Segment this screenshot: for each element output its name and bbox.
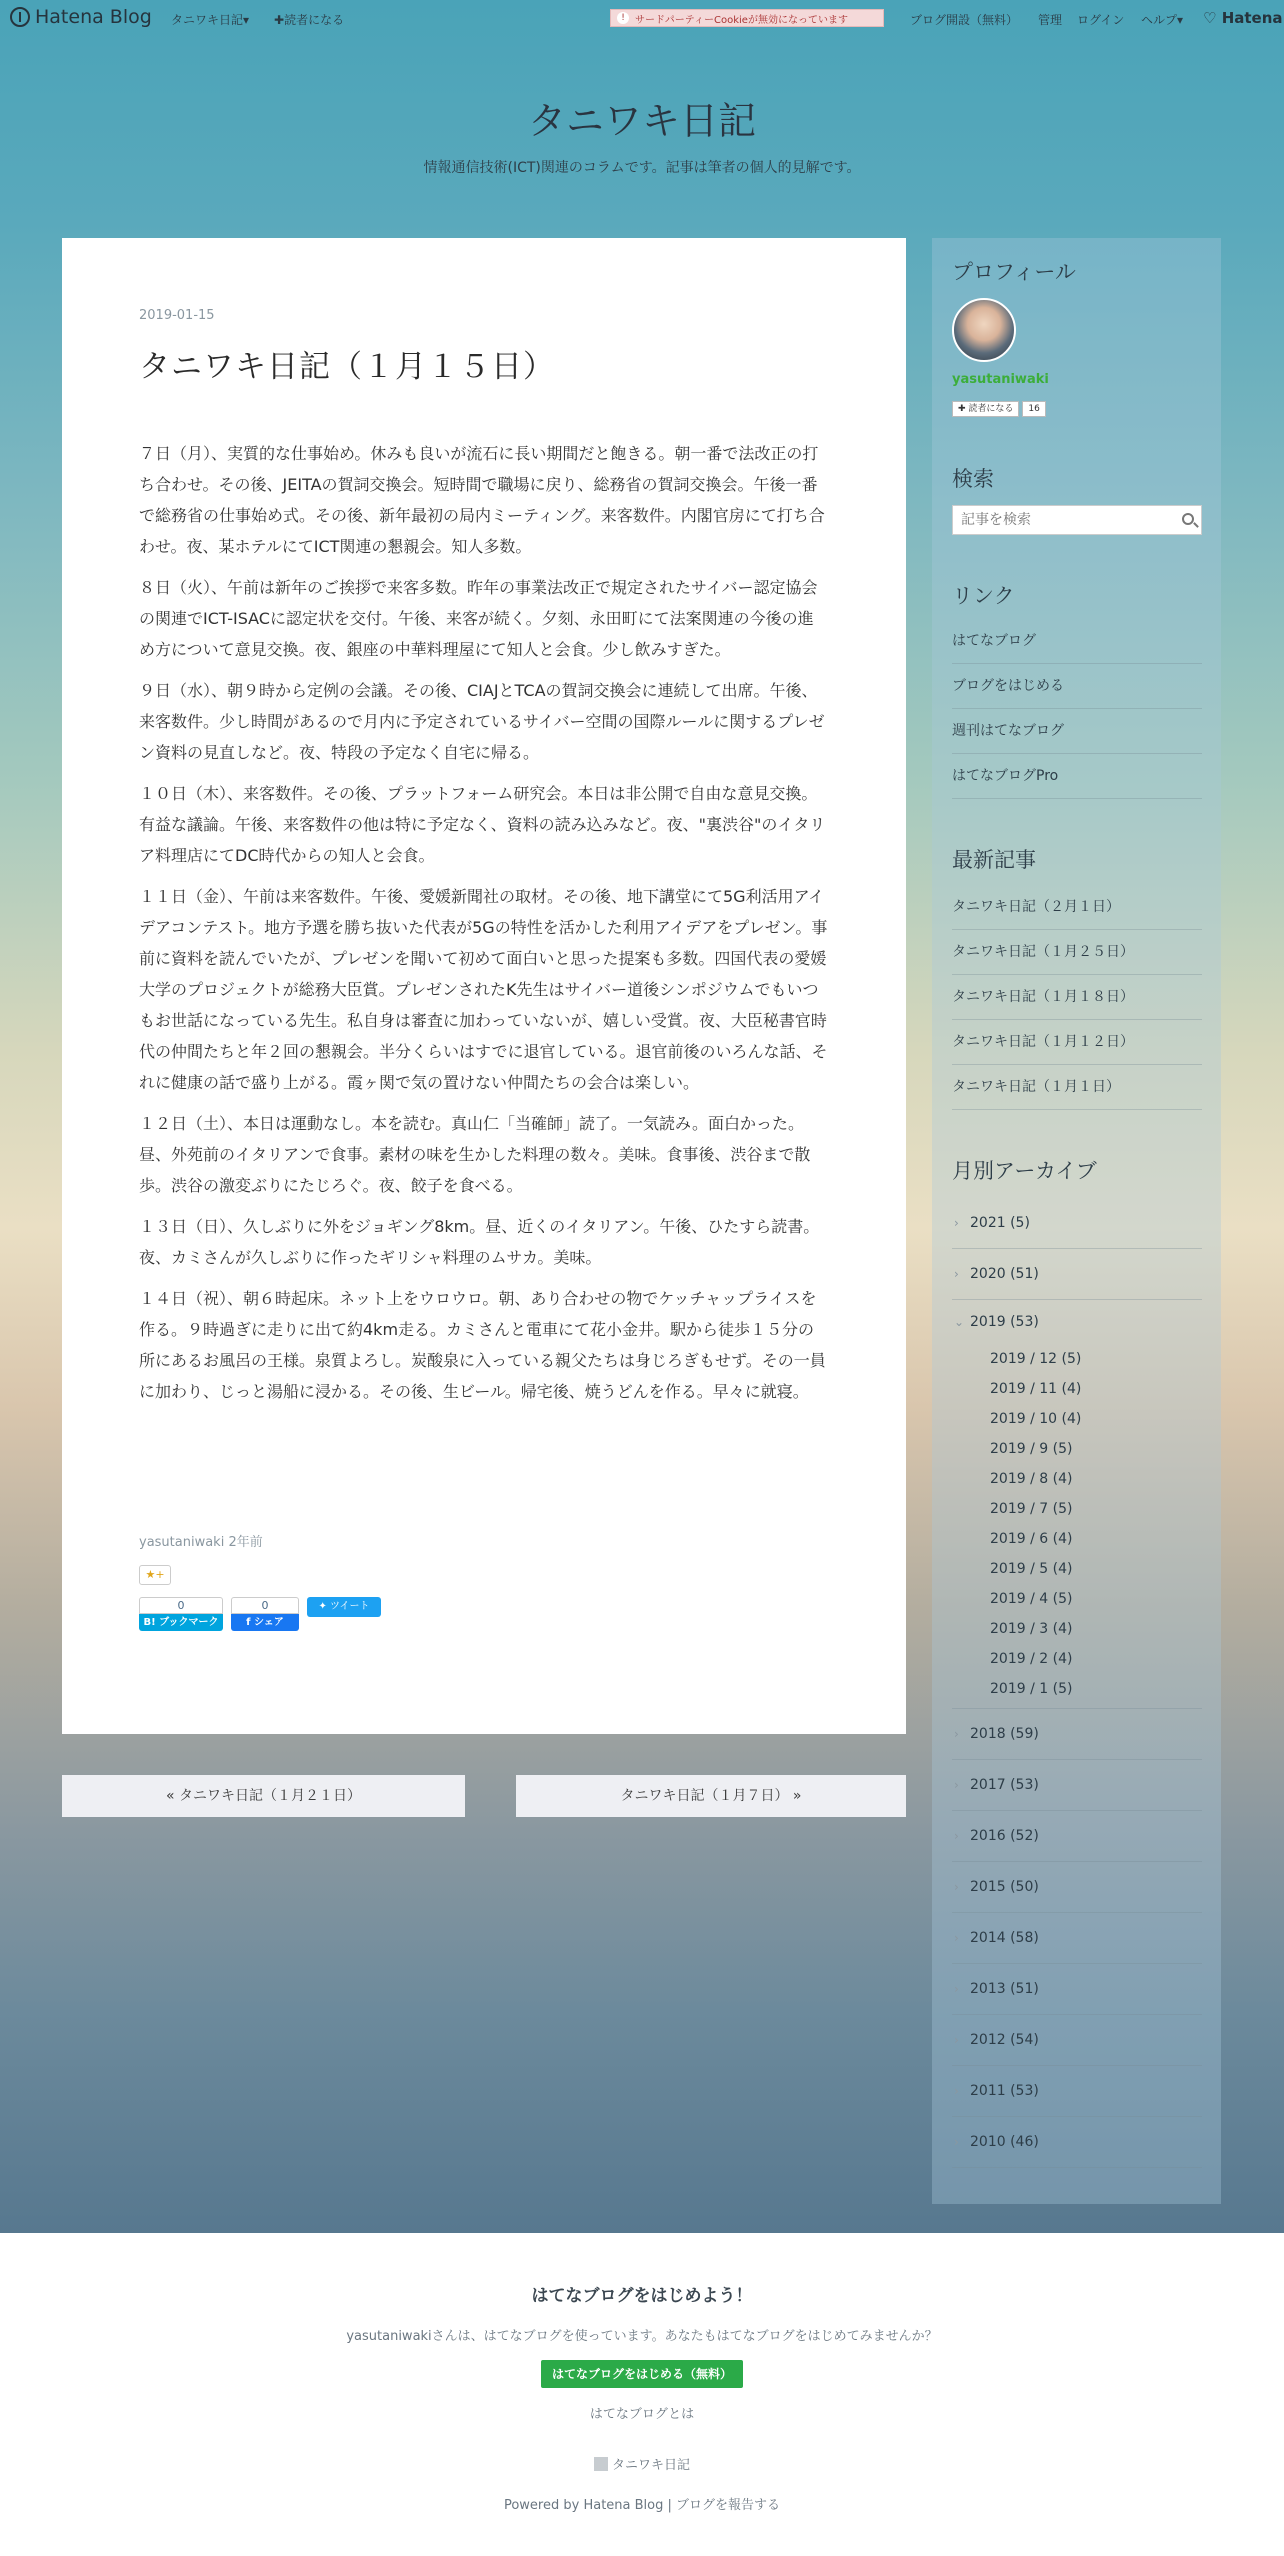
entry-body [139,438,829,1417]
entry-paragraph: ７日（月）、実質的な仕事始め。休みも良いが流石に長い期間だと飽きる。朝一番で法改正の打ち合わせ。その後、JEITAの賀詞交換会。短時間で職場に戻り、総務省の賀詞交換会。午後一番で総務省の仕事始め式。その後、新年最初の局内ミーティング。来客数件。内閣官房にて打ち合わせ。夜、某ホテルにてICT関連の懇親会。知人多数。 [139,444,825,556]
archive-year[interactable]: › 2016 (52) [952,1811,1202,1862]
tweet-button[interactable]: ✦ ツイート [307,1597,381,1617]
chevron-down-icon: ⌄ [954,1315,965,1329]
list-item[interactable]: ブログをはじめる [952,664,1202,709]
footer-title: はてなブログをはじめよう！ [531,2286,753,2306]
list-item[interactable]: タニワキ日記（２月１日） [952,885,1202,930]
reader-count[interactable]: 16 [1022,401,1045,417]
archive-month[interactable]: 2019 / 2 (4) [990,1651,1073,1667]
archive-year-expanded [952,1300,1202,1709]
links-heading: リンク [952,584,1015,608]
archive-month[interactable]: 2019 / 10 (4) [990,1411,1082,1427]
chevron-right-icon: › [954,2135,959,2149]
hatena-heart-icon: ♡ [1203,9,1217,27]
links-list [952,619,1202,799]
list-item[interactable]: はてなブログ [952,619,1202,664]
help-menu[interactable]: ヘルプ▾ [1141,13,1184,27]
brand-label: Hatena Blog [35,6,152,28]
entry-paragraph: １４日（祝）、朝６時起床。ネット上をウロウロ。朝、あり合わせの物でケッチャップライスを作る。９時過ぎに走りに出て約4km走る。カミさんと電車にて花小金井。駅から徒歩１５分の所にあるお風呂の王様。泉質よろし。炭酸泉に入っている親父たちは身じろぎもせず。その一員に加わり、じっと湯船に浸かる。その後、生ビール。帰宅後、焼うどんを作る。早々に就寝。 [139,1289,826,1401]
entry-date[interactable]: 2019-01-15 [139,308,215,323]
footer-description: yasutaniwakiさんは、はてなブログを使っています。あなたもはてなブログをはじめてみませんか？ [346,2329,938,2344]
archive-month[interactable]: 2019 / 1 (5) [990,1681,1073,1697]
chevron-right-icon: › [954,1778,959,1792]
archive-month[interactable]: 2019 / 11 (4) [990,1381,1082,1397]
entry-paragraph: １２日（土）、本日は運動なし。本を読む。真山仁「当確師」読了。一気読み。面白かった。昼、外苑前のイタリアンで食事。素材の味を生かした料理の数々。美味。食事後、渋谷まで散歩。渋谷の激変ぶりにたじろぐ。夜、餃子を食べる。 [139,1114,811,1195]
archive-year[interactable]: › 2012 (54) [952,2015,1202,2066]
archive-month[interactable]: 2019 / 3 (4) [990,1621,1073,1637]
search-input[interactable] [953,506,1163,534]
reader-button-group [952,401,1046,417]
entry [62,238,906,1734]
hatena-blog-logo[interactable] [10,6,152,28]
admin-link[interactable]: 管理 [1038,13,1063,27]
search-heading: 検索 [952,467,994,491]
search-icon[interactable] [1182,513,1194,525]
bookmark-button[interactable]: B! ブックマーク [139,1614,223,1631]
entry-paragraph: １３日（日）、久しぶりに外をジョギング8km。昼、近くのイタリアン。午後、ひたすら読書。夜、カミさんが久しぶりに作ったギリシャ料理のムサカ。美味。 [139,1217,820,1267]
bookmark-count: 0 [139,1597,223,1614]
about-hatena-blog-link[interactable]: はてなブログとは [589,2407,695,2422]
archive-month[interactable]: 2019 / 5 (4) [990,1561,1073,1577]
add-star-button[interactable]: ★+ [139,1565,171,1585]
diary-menu[interactable]: タニワキ日記▾ [171,13,250,27]
chevron-right-icon: › [954,2033,959,2047]
recent-list [952,885,1202,1110]
archive-month[interactable]: 2019 / 9 (5) [990,1441,1073,1457]
chevron-right-icon: › [954,1267,959,1281]
chevron-right-icon: › [954,2084,959,2098]
archive-year[interactable]: › 2014 (58) [952,1913,1202,1964]
archive-month[interactable]: 2019 / 6 (4) [990,1531,1073,1547]
pager-prev-link[interactable]: « タニワキ日記（１月２１日） [62,1775,465,1817]
profile-username[interactable]: yasutaniwaki [952,372,1049,387]
archive-year[interactable]: › 2011 (53) [952,2066,1202,2117]
pager-next-link[interactable]: タニワキ日記（１月７日） » [516,1775,906,1817]
chevron-right-icon: › [954,1727,959,1741]
info-icon: ! [617,12,629,24]
archive-year[interactable]: › 2013 (51) [952,1964,1202,2015]
sidebar [932,238,1221,2204]
start-blog-button[interactable]: はてなブログをはじめる（無料） [541,2360,743,2388]
blog-title[interactable]: タニワキ日記 [527,99,756,143]
entry-title[interactable]: タニワキ日記（１月１５日） [139,349,555,385]
entry-paragraph: ８日（火）、午前は新年のご挨拶で来客多数。昨年の事業法改正で規定されたサイバー認定協会の関連でICT-ISACに認定状を交付。午後、来客が続く。夕刻、永田町にて法案関連の今後の進め方について意見交換。夜、銀座の中華料理屋にて知人と会食。少し飲みすぎた。 [139,578,818,659]
avatar[interactable] [952,298,1016,362]
recent-heading: 最新記事 [952,848,1036,872]
search-box [952,505,1202,535]
entry-paragraph: １１日（金）、午前は来客数件。午後、愛媛新聞社の取材。その後、地下講堂にて5G利活用アイデアコンテスト。地方予選を勝ち抜いた代表が5Gの特性を活かした利用アイデアをプレゼン。事前に資料を読んでいたが、プレゼンを聞いて初めて面白いと思った提案も多数。四国代表の愛媛大学のプロジェクトが総務大臣賞。プレゼンされたK先生はサイバー道後シンポジウムでもいつもお世話になっている先生。私自身は審査に加わっていないが、嬉しい受賞。夜、大臣秘書官時代の仲間たちと年２回の懇親会。半分くらいはすでに退官している。退官前後のいろんな話、それに健康の話で盛り上がる。霞ヶ関で気の置けない仲間たちの会合は楽しい。 [139,887,828,1092]
archive-year[interactable]: ⌄ 2019 (53) [952,1300,1202,1344]
twitter-bird-icon: ✦ [318,1601,327,1612]
login-link[interactable]: ログイン [1077,13,1125,27]
list-item[interactable]: タニワキ日記（１月１８日） [952,975,1202,1020]
archive-year[interactable]: › 2010 (46) [952,2117,1202,2168]
subscribe-link[interactable]: ✚読者になる [274,13,345,27]
facebook-count: 0 [231,1597,299,1614]
entry-paragraph: ９日（水）、朝９時から定例の会議。その後、CIAJとTCAの賀詞交換会に連続して出席。午後、来客数件。少し時間があるので月内に予定されているサイバー空間の国際ルールに関するプレゼン資料の見直しなど。夜、特段の予定なく自宅に帰る。 [139,681,825,762]
hatena-blog-logo-icon [10,7,30,27]
list-item[interactable]: 週刊はてなブログ [952,709,1202,754]
archive-list [952,1198,1202,2168]
powered-by[interactable]: Powered by Hatena Blog | ブログを報告する [503,2498,781,2513]
chevron-right-icon: › [954,1982,959,1996]
entry-paragraph: １０日（木）、来客数件。その後、プラットフォーム研究会。本日は非公開で自由な意見交換。有益な議論。午後、来客数件の他は特に予定なく、資料の読み込みなど。夜、"裏渋谷"のイタリア料理店にてDC時代からの知人と会食。 [139,784,826,865]
archive-month[interactable]: 2019 / 7 (5) [990,1501,1073,1517]
profile-heading: プロフィール [952,260,1076,284]
blog-icon [594,2457,608,2471]
footer-blog-link[interactable]: タニワキ日記 [0,2454,1284,2473]
archive-year[interactable]: › 2021 (5) [952,1198,1202,1249]
archive-month[interactable]: 2019 / 8 (4) [990,1471,1073,1487]
global-header [0,0,1284,36]
facebook-share-button[interactable]: f シェア [231,1614,299,1631]
list-item[interactable]: タニワキ日記（１月２５日） [952,930,1202,975]
entry-author-time[interactable]: yasutaniwaki 2年前 [139,1535,263,1550]
list-item[interactable]: はてなブログPro [952,754,1202,799]
facebook-share[interactable] [231,1597,299,1631]
archive-heading: 月別アーカイブ [952,1159,1097,1183]
archive-year[interactable]: › 2018 (59) [952,1709,1202,1760]
archive-year[interactable]: › 2015 (50) [952,1862,1202,1913]
chevron-right-icon: › [954,1829,959,1843]
blog-description: 情報通信技術(ICT)関連のコラムです。記事は筆者の個人的見解です。 [423,160,861,176]
chevron-right-icon: › [954,1880,959,1894]
hatena-logo[interactable]: ♡ Hatena [1203,9,1283,27]
archive-month[interactable]: 2019 / 4 (5) [990,1591,1073,1607]
share-buttons [139,1597,381,1631]
chevron-right-icon: › [954,1216,959,1230]
subscribe-button[interactable]: ✚ 読者になる [952,401,1019,417]
archive-month[interactable]: 2019 / 12 (5) [990,1351,1082,1367]
archive-year[interactable]: › 2020 (51) [952,1249,1202,1300]
open-blog-link[interactable]: ブログ開設（無料） [910,13,1019,27]
list-item[interactable]: タニワキ日記（１月１日） [952,1065,1202,1110]
archive-year[interactable]: › 2017 (53) [952,1760,1202,1811]
chevron-right-icon: › [954,1931,959,1945]
cookie-notice[interactable]: ! サードパーティーCookieが無効になっています [610,9,884,27]
list-item[interactable]: タニワキ日記（１月１２日） [952,1020,1202,1065]
hatena-bookmark-share[interactable] [139,1597,223,1631]
